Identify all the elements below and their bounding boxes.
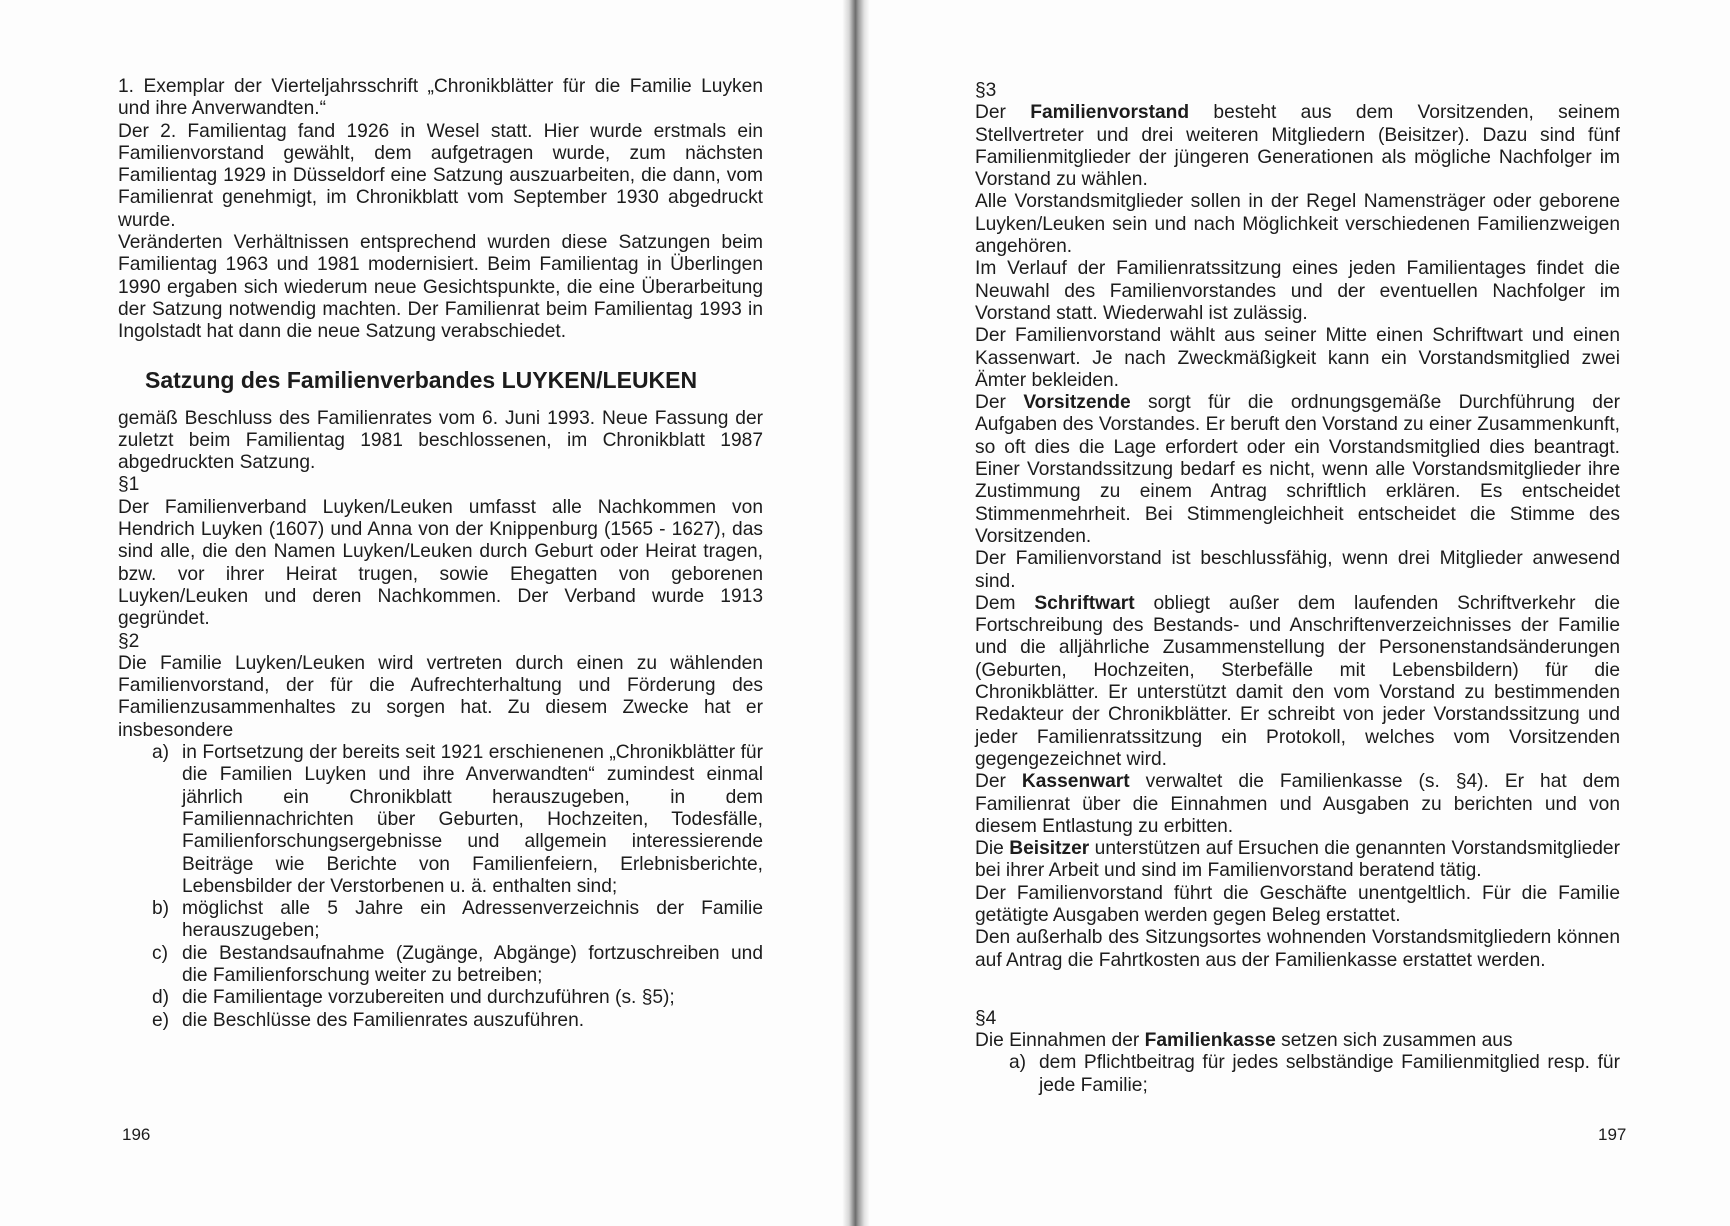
- bold-term: Kassenwart: [1021, 771, 1130, 793]
- list-item-marker: d): [152, 987, 170, 1009]
- statute-preamble: gemäß Beschluss des Familienrates vom 6. Juni 1993. Neue Fassung der zuletzt beim Familientag 1981 beschlossenen, im Chronikblatt 1987 abgedruckten Satzung.: [118, 407, 763, 474]
- left-page: [0, 0, 842, 1226]
- text-run: unterstützen auf Ersuchen die genannten Vorstandsmitglieder bei ihrer Arbeit und sind im Familienvorstand beratend tätig.: [975, 838, 1620, 882]
- text-run: obliegt außer dem laufenden Schriftverkehr die Fortschreibung des Bestands- und Anschriftenverzeichnisses der Familie und die alljährliche Zusammenstellung der Personenstandsänderungen (Geburten, Hochzeiten, Sterbefälle mit Lebensbildern) für die Chronikblätter. Er unterstützt damit den vom Vorstand zu bestimmenden Redakteur der Chronikblätter. Er schreibt von jeder Vorstandssitzung und jeder Familienratssitzung ein Protokoll, welches vom Vorsitzenden gegengezeichnet wird.: [975, 592, 1621, 770]
- list-item-marker: e): [152, 1009, 170, 1031]
- bold-term: Schriftwart: [1034, 592, 1135, 614]
- text-run: Dem: [975, 592, 1035, 614]
- list-item: [1009, 1052, 1620, 1097]
- page-number-right: 197: [1598, 1125, 1627, 1144]
- list-item: [152, 898, 763, 943]
- section-2-heading: §2: [118, 630, 140, 652]
- section-1-heading: §1: [118, 474, 140, 496]
- section-3-paragraph: [975, 838, 1620, 883]
- text-run: Der: [975, 102, 1031, 124]
- page-number-left: 196: [122, 1125, 151, 1144]
- section-4-list: [975, 1052, 1620, 1097]
- left-text-column: [118, 76, 763, 1032]
- section-3-paragraph: [975, 392, 1620, 548]
- intro-paragraph: 1. Exemplar der Vierteljahrsschrift „Chronikblätter für die Familie Luyken und ihre Anverwandten.“: [118, 76, 763, 120]
- list-item: [152, 987, 763, 1009]
- section-4-paragraph: [975, 1030, 1620, 1052]
- list-item-marker: b): [152, 898, 170, 920]
- bold-term: Beisitzer: [1009, 838, 1090, 860]
- intro-paragraph: Der 2. Familientag fand 1926 in Wesel statt. Hier wurde erstmals ein Familienvorstand gewählt, dem aufgetragen wurde, zum nächsten Familientag 1929 in Düsseldorf eine Satzung auszuarbeiten, die dann, vom Familienrat genehmigt, im Chronikblatt vom September 1930 abgedruckt wurde.: [118, 120, 763, 231]
- section-2-list: [118, 742, 763, 1032]
- list-item-text: die Beschlüsse des Familienrates auszuführen.: [182, 1009, 585, 1031]
- intro-paragraph: Veränderten Verhältnissen entsprechend wurden diese Satzungen beim Familientag 1963 und 1981 modernisiert. Beim Familientag in Überlingen 1990 ergaben sich wiederum neue Gesichtspunkte, die eine Überarbeitung der Satzung notwendig machten. Der Familienrat beim Familientag 1993 in Ingolstadt hat dann die neue Satzung verabschiedet.: [118, 232, 763, 343]
- section-3-paragraph: [975, 593, 1620, 771]
- book-gutter: [842, 0, 870, 1226]
- section-3-paragraph: Der Familienvorstand wählt aus seiner Mitte einen Schriftwart und einen Kassenwart. Je nach Zweckmäßigkeit kann ein Vorstandsmitglied zwei Ämter bekleiden.: [975, 325, 1620, 391]
- list-item: [152, 1010, 763, 1032]
- list-item-text: in Fortsetzung der bereits seit 1921 erschienenen „Chronikblätter für die Familien Luyken und ihre Anverwandten“ zumindest einmal jährlich ein Chronikblatt herauszugeben, in dem Familiennachrichten über Geburten, Hochzeiten, Todesfälle, Familienforschungsergebnisse und allgemein interessierende Beiträge wie Berichte von Familienfeiern, Erlebnisberichte, Lebensbilder der Verstorbenen u. ä. enthalten sind;: [182, 742, 763, 897]
- section-4-heading: §4: [975, 1007, 997, 1029]
- text-run: Die Einnahmen der: [975, 1030, 1145, 1052]
- section-3-paragraph: Alle Vorstandsmitglieder sollen in der Regel Namensträger oder geborene Luyken/Leuken sein und nach Möglichkeit verschiedenen Familienzweigen angehören.: [975, 191, 1620, 258]
- text-run: setzen sich zusammen aus: [1275, 1030, 1513, 1052]
- bold-term: Familienkasse: [1144, 1030, 1276, 1052]
- section-3-heading: §3: [975, 80, 997, 101]
- list-item: [152, 742, 763, 898]
- right-text-column: [975, 80, 1620, 1097]
- list-item-text: die Bestandsaufnahme (Zugänge, Abgänge) fortzuschreiben und die Familienforschung weiter zu betreiben;: [182, 942, 763, 986]
- text-run: besteht aus dem Vorsitzenden, seinem Stellvertreter und drei weiteren Mitgliedern (Beisitzer). Dazu sind fünf Familienmitglieder der jüngeren Generationen als mögliche Nachfolger im Vorstand zu wählen.: [975, 102, 1620, 191]
- bold-term: Vorsitzende: [1023, 392, 1131, 414]
- text-run: Die: [975, 838, 1010, 860]
- list-item-text: die Familientage vorzubereiten und durchzuführen (s. §5);: [182, 987, 675, 1009]
- list-item: [152, 943, 763, 988]
- text-run: Der: [975, 392, 1024, 414]
- list-item-text: möglichst alle 5 Jahre ein Adressenverzeichnis der Familie herauszugeben;: [182, 898, 763, 942]
- list-item-text: dem Pflichtbeitrag für jedes selbständige Familienmitglied resp. für jede Familie;: [1039, 1052, 1620, 1096]
- right-page: [870, 0, 1730, 1226]
- text-run: verwaltet die Familienkasse (s. §4). Er hat dem Familienrat über die Einnahmen und Ausgaben zu berichten und von diesem Entlastung zu erbitten.: [975, 771, 1621, 837]
- section-2-text: Die Familie Luyken/Leuken wird vertreten durch einen zu wählenden Familienvorstand, der für die Aufrechterhaltung und Förderung des Familienzusammenhaltes zu sorgen hat. Zu diesem Zwecke hat er insbesondere: [118, 652, 763, 741]
- text-run: Der: [975, 771, 1022, 793]
- section-3-paragraph: [975, 102, 1620, 191]
- list-item-marker: a): [152, 742, 170, 764]
- section-3-paragraph: Im Verlauf der Familienratssitzung eines jeden Familientages findet die Neuwahl des Familienvorstandes und der eventuellen Nachfolger im Vorstand statt. Wiederwahl ist zulässig.: [975, 258, 1620, 324]
- list-item-marker: a): [1009, 1052, 1027, 1074]
- section-3-paragraph: [975, 771, 1620, 838]
- statute-title: Satzung des Familienverbandes LUYKEN/LEUKEN: [145, 366, 698, 393]
- section-1-text: Der Familienverband Luyken/Leuken umfasst alle Nachkommen von Hendrich Luyken (1607) und Anna von der Knippenburg (1565 - 1627), das sind alle, die den Namen Luyken/Leuken durch Geburt oder Heirat tragen, bzw. vor ihrer Heirat trugen, sowie Ehegatten von geborenen Luyken/Leuken und deren Nachkommen. Der Verband wurde 1913 gegründet.: [118, 496, 763, 630]
- bold-term: Familienvorstand: [1030, 102, 1190, 124]
- text-run: sorgt für die ordnungsgemäße Durchführung der Aufgaben des Vorstandes. Er beruft den Vorstand zu einer Zusammenkunft, so oft dies die Lage erfordert oder ein Vorstandsmitglied dies beantragt. Einer Vorstandssitzung bedarf es nicht, wenn alle Vorstandsmitglieder ihre Zustimmung zu einem Antrag schriftlich erklären. Es entscheidet Stimmenmehrheit. Bei Stimmengleichheit entscheidet die Stimme des Vorsitzenden.: [975, 392, 1621, 547]
- section-3-paragraph: Den außerhalb des Sitzungsortes wohnenden Vorstandsmitgliedern können auf Antrag die Fahrtkosten aus der Familienkasse erstattet werden.: [975, 927, 1620, 971]
- list-item-marker: c): [152, 942, 168, 964]
- section-3-paragraph: Der Familienvorstand ist beschlussfähig, wenn drei Mitglieder anwesend sind.: [975, 548, 1620, 592]
- section-3-paragraph: Der Familienvorstand führt die Geschäfte unentgeltlich. Für die Familie getätigte Ausgaben werden gegen Beleg erstattet.: [975, 882, 1620, 926]
